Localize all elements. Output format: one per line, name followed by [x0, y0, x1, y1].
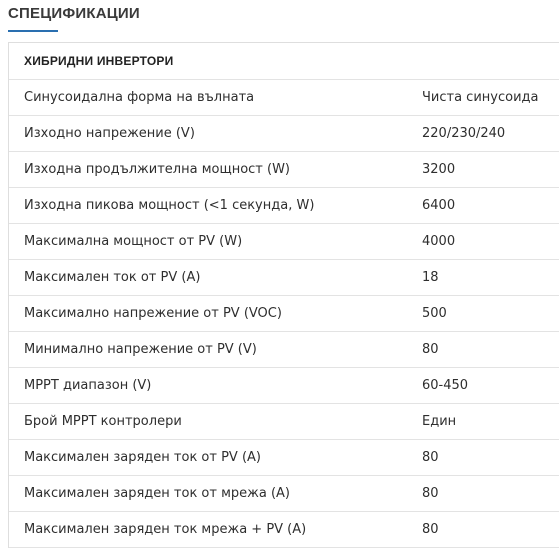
spec-value: 4000 — [422, 234, 456, 249]
spec-group-title: ХИБРИДНИ ИНВЕРТОРИ — [9, 43, 559, 80]
spec-value: 18 — [422, 270, 439, 285]
spec-label: Максимална мощност от PV (W) — [24, 234, 243, 249]
spec-label: Брой MPPT контролери — [24, 414, 182, 429]
spec-value: 60-450 — [422, 378, 469, 393]
spec-value: 3200 — [422, 162, 456, 177]
spec-label: Синусоидална форма на вълната — [24, 90, 255, 105]
table-row — [9, 332, 559, 368]
table-row — [9, 404, 559, 440]
table-row — [9, 368, 559, 404]
table-row — [9, 188, 559, 224]
section-header — [8, 4, 140, 32]
spec-value: 80 — [422, 342, 439, 357]
table-row — [9, 512, 559, 548]
spec-value: 220/230/240 — [422, 126, 506, 141]
spec-label: Максимален заряден ток мрежа + PV (A) — [24, 522, 307, 537]
spec-value: 80 — [422, 486, 439, 501]
spec-label: Изходно напрежение (V) — [24, 126, 195, 141]
table-row — [9, 476, 559, 512]
spec-label: Максимален заряден ток от мрежа (A) — [24, 486, 290, 501]
spec-label: MPPT диапазон (V) — [24, 378, 152, 393]
spec-value: 500 — [422, 306, 447, 321]
spec-table — [8, 42, 559, 548]
table-row — [9, 80, 559, 116]
spec-value: Един — [422, 414, 457, 429]
spec-label: Изходна пикова мощност (<1 секунда, W) — [24, 198, 315, 213]
table-row — [9, 296, 559, 332]
spec-value: 80 — [422, 522, 439, 537]
table-row — [9, 152, 559, 188]
table-row — [9, 440, 559, 476]
table-row — [9, 224, 559, 260]
spec-value: 80 — [422, 450, 439, 465]
spec-label: Изходна продължителна мощност (W) — [24, 162, 291, 177]
table-row — [9, 260, 559, 296]
table-row — [9, 116, 559, 152]
section-title-underline — [8, 30, 58, 32]
section-title: СПЕЦИФИКАЦИИ — [8, 5, 140, 22]
spec-label: Максимален заряден ток от PV (A) — [24, 450, 261, 465]
spec-value: 6400 — [422, 198, 456, 213]
spec-label: Минимално напрежение от PV (V) — [24, 342, 257, 357]
spec-value: Чиста синусоида — [422, 90, 539, 105]
spec-label: Максимално напрежение от PV (VOC) — [24, 306, 282, 321]
spec-label: Максимален ток от PV (A) — [24, 270, 201, 285]
